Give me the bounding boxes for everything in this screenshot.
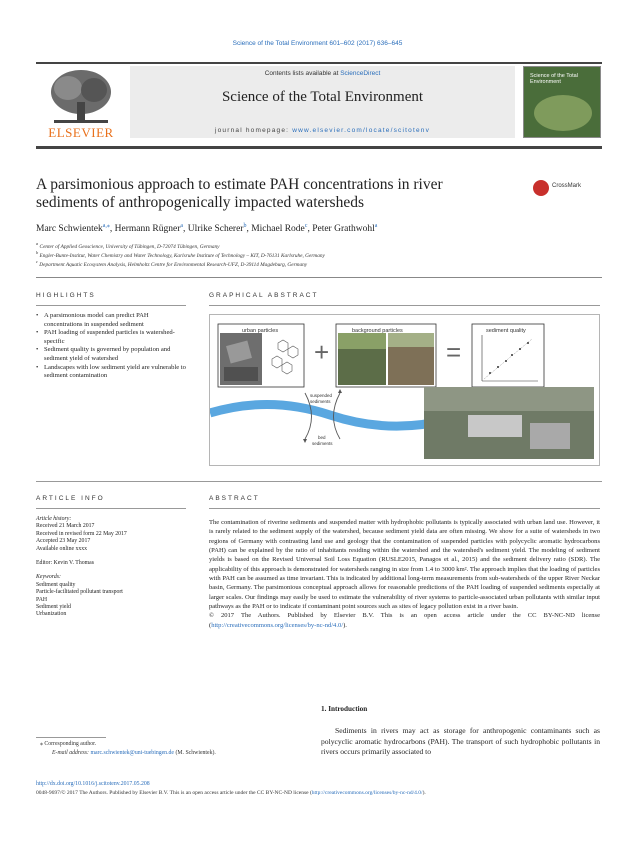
section-divider [36, 277, 602, 278]
urban-particles-label: urban particles [242, 328, 279, 334]
email-link[interactable]: marc.schwientek@uni-tuebingen.de [90, 750, 175, 756]
graphical-abstract-heading: GRAPHICAL ABSTRACT [209, 292, 319, 299]
article-info-heading: ARTICLE INFO [36, 495, 105, 502]
copyright-suffix: ). [422, 790, 426, 796]
affiliation-text: Department Aquatic Ecosystem Analysis, Helmholtz Centre for Environmental Research-UFZ, D-39114 Magdeburg, Germany [39, 261, 308, 268]
author-affiliation-mark[interactable]: a [180, 223, 184, 229]
graphical-abstract-svg [210, 315, 601, 467]
section-divider [36, 481, 602, 482]
author-list: Marc Schwientek$^{a,⁎}$, Hermann Rügner$^a$, Ulrike Scherer$^b$, Michael Rode$^c$, Peter Grathwohl$^a$ [36, 223, 378, 235]
highlight-item: • A parsimonious model can predict PAH concentrations in suspended sediment [36, 312, 186, 329]
license-link[interactable]: http://creativecommons.org/licenses/by-nc-nd/4.0/ [211, 621, 344, 629]
highlight-item: • Sediment quality is governed by population and sediment yield of watershed [36, 346, 186, 363]
affiliation-mark: b [36, 250, 39, 255]
copyright-license-link[interactable]: http://creativecommons.org/licenses/by-nc-nd/4.0/ [311, 790, 423, 796]
suspended-sediments-label: sediments [310, 399, 331, 404]
license-prefix: © 2017 The Authors. Published by Elsevier B.V. This is an open access article under the CC BY-NC-ND license ( [209, 612, 600, 629]
highlights-heading: HIGHLIGHTS [36, 292, 96, 299]
keyword-item: Urbanization [36, 611, 67, 618]
highlight-item: • PAH loading of suspended particles is watershed-specific [36, 329, 186, 346]
title-line-1: A parsimonious approach to estimate PAH concentrations in river [36, 176, 443, 193]
article-info [36, 516, 196, 619]
affiliation [36, 241, 596, 250]
doi-link[interactable]: http://dx.doi.org/10.1016/j.scitotenv.2017.05.208 [36, 781, 150, 787]
history-item: Accepted 23 May 2017 [36, 538, 91, 545]
paper-title [36, 176, 506, 212]
author-affiliation-mark[interactable]: c [304, 223, 308, 229]
highlight-item: • Landscapes with low sediment yield are vulnerable to sediment contamination [36, 364, 186, 381]
crossmark-label[interactable]: CrossMark [552, 183, 582, 189]
abstract-text: The contamination of riverine sediments and suspended matter with hydrophobic pollutants is typically associated with urban land use. However, it is rarely related to the sediment supply of the watershed, because sediment yield data are often missing. We show for a suite of watersheds in two regions of Germany with contrasting land use and geology that the contamination of suspended particles with polycyclic aromatic hydrocarbons (PAH) can be explained by the ratio of inhabitants residing within the watershed and the watershed's sediment yield. The modeling of sediment yields is based on the Revised Universal Soil Loss Equation (RUSLE2015, Panagos et al., 2015) and the sediment delivery ratio (SDR). The applicability of this approach is demonstrated for watersheds ranging in size from 1.4 to 3000 km². The approach implies that the loading of particles with PAH can be assumed as time invariant. This is indicated by additional long-term measurements from sub-watersheds of the upper River Neckar basin, Germany. The parsimonious conceptual approach allows for reasonable predictions of the PAH loading of suspended sediments especially at larger scales. Our findings may easily be used to estimate the vulnerability of river systems to particle-associated urban pollutants with similar input pathways as the PAH or to indicate if contaminant point sources such as sites of legacy pollution exist in a river basin. [209, 519, 600, 611]
keyword-item: Particle-facilitated pollutant transport [36, 589, 123, 596]
highlights-rule [36, 305, 186, 306]
journal-homepage [130, 127, 515, 134]
author-name: Marc Schwientek [36, 224, 103, 235]
bed-label: bed [318, 435, 326, 440]
cover-title: Science of the Total Environment [530, 73, 578, 85]
journal-title: Science of the Total Environment [221, 89, 424, 105]
homepage-prefix: journal homepage: [214, 127, 293, 134]
keyword-item: Sediment yield [36, 604, 71, 611]
keyword-item: PAH [36, 596, 48, 603]
crossmark-icon[interactable] [533, 180, 549, 196]
masthead-bottom-rule [36, 146, 602, 149]
equals-sign: = [446, 337, 462, 367]
author-affiliation-mark[interactable]: a,⁎ [102, 223, 110, 229]
masthead-top-rule [36, 62, 602, 64]
affiliation-text: Center of Applied Geoscience, University of Tübingen, D-72074 Tübingen, Germany [39, 243, 220, 250]
abstract-rule [209, 508, 600, 509]
email-label: E-mail address: [52, 750, 91, 756]
email-suffix: (M. Schwientek). [174, 750, 216, 756]
copyright-line [36, 790, 426, 796]
affiliation-mark: c [36, 259, 38, 264]
affiliation-mark: a [36, 241, 39, 246]
introduction-heading: 1. Introduction [321, 705, 368, 713]
abstract-heading: ABSTRACT [209, 495, 260, 502]
background-particles-label: background particles [352, 328, 403, 334]
author-name: Peter Grathwohl [312, 224, 375, 235]
history-label: Article history: [36, 516, 72, 522]
author-name: Ulrike Scherer [187, 224, 244, 235]
footnote-marker: ⁎ [40, 741, 43, 747]
history-item: Received in revised form 22 May 2017 [36, 530, 127, 537]
affiliation-text: Engler-Bunte-Institut, Water Chemistry and Water Technology, Karlsruhe Institute of Technology – KIT, D-76131 Karlsruhe, Germany [39, 252, 325, 259]
author-name: Michael Rode [251, 224, 305, 235]
author-affiliation-mark[interactable]: b [243, 223, 247, 229]
plus-sign: + [314, 337, 330, 367]
journal-reference[interactable]: Science of the Total Environment 601–602 (2017) 636–645 [232, 40, 403, 47]
corresponding-footnote [40, 741, 96, 747]
history-item: Received 21 March 2017 [36, 523, 95, 530]
author-name: Hermann Rügner [114, 224, 181, 235]
copyright-prefix: 0048-9697/© 2017 The Authors. Published by Elsevier B.V. This is an open access article under the CC BY-NC-ND license ( [36, 790, 312, 796]
publisher-name: ELSEVIER [48, 125, 114, 140]
sediment-quality-label: sediment quality [486, 328, 526, 334]
author-affiliation-mark[interactable]: a [374, 223, 378, 229]
keywords-label: Keywords: [36, 574, 61, 581]
affiliation [36, 250, 596, 259]
bed-sediments-label: sediments [312, 441, 333, 446]
sciencedirect-link[interactable]: ScienceDirect [340, 70, 381, 77]
suspended-label: suspended [310, 393, 333, 398]
contents-line [130, 70, 515, 77]
highlights-list [36, 312, 186, 381]
editor-line: Editor: Kevin V. Thomas [36, 560, 94, 567]
abstract-body [209, 518, 600, 630]
title-line-2: sediments of anthropogenically impacted watersheds [36, 194, 364, 211]
keyword-item: Sediment quality [36, 581, 76, 588]
article-info-rule [36, 508, 186, 509]
email-footnote [52, 750, 216, 756]
license-suffix: ). [343, 621, 347, 629]
affiliation [36, 259, 596, 268]
introduction-text: Sediments in rivers may act as storage for anthropogenic contaminants such as polycyclic aromatic hydrocarbons (PAH). The transport of such hydrophobic pollutants in rivers occurs primarily associated to [321, 726, 600, 757]
contents-prefix: Contents lists available at [264, 70, 341, 77]
footnote-rule [36, 737, 106, 738]
corresponding-label: Corresponding author. [44, 741, 97, 747]
graphical-abstract-figure [209, 314, 600, 466]
journal-cover-image [523, 66, 601, 138]
graphical-abstract-rule [209, 305, 600, 306]
cover-graphic [534, 95, 592, 131]
history-item: Available online xxxx [36, 545, 88, 552]
homepage-link[interactable]: www.elsevier.com/locate/scitotenv [292, 127, 431, 134]
